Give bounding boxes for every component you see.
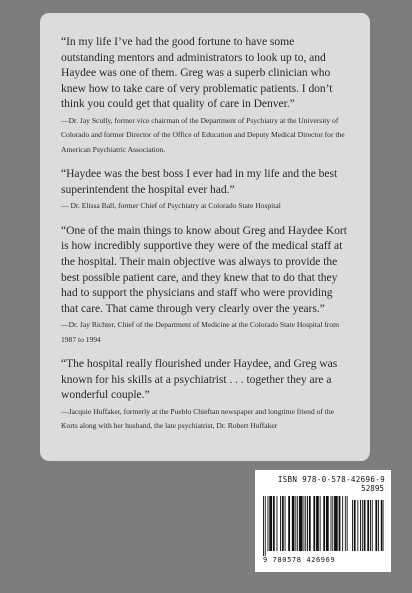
addon-barcode-graphic [352,500,384,556]
testimonial-4 [61,356,350,434]
testimonial-attribution: —Dr. Jay Richter, Chief of the Department of Medicine at the Colorado State Hospital from 1987 to 1994 [61,320,339,344]
barcode-bars [263,494,385,556]
testimonial-quote: “The hospital really flourished under Haydee, and Greg was known for his skills at a psychiatrist . . . together they are a wonderful couple.” [61,357,338,402]
testimonial-attribution: —Dr. Jay Scully, former vice chairman of the Department of Psychiatry at the University of Colorado and former Director of the Office of Education and Deputy Medical Director for the American Psychiatric Association. [61,115,345,154]
testimonial-2 [61,166,350,214]
barcode-digits: 9 780578 426969 [263,556,336,564]
testimonial-3 [61,223,350,347]
testimonial-1 [61,34,350,157]
testimonial-attribution: — Dr. Elissa Ball, former Chief of Psychiatry at Colorado State Hospital [61,201,281,211]
isbn-label: ISBN 978-0-578-42696-9 [277,475,385,484]
isbn-barcode [255,470,391,572]
testimonial-panel [40,13,370,461]
testimonial-quote: “One of the main things to know about Greg and Haydee Kort is how incredibly supportive they were of the medical staff at the hospital. Their main objective was always to provide the best possible patient care, and they knew that to do that they had to support the physicians and staff who were providing that care. That came through very clearly over the years.” [61,223,347,315]
price-code: 52895 [361,484,384,493]
testimonial-quote: “Haydee was the best boss I ever had in my life and the best superintendent the hospital ever had.” [61,167,338,196]
ean-barcode-graphic [263,496,349,556]
testimonial-attribution: —Jacquie Huffaker, formerly at the Pueblo Chieftan newspaper and longtime friend of the Korts along with her husband, the late psychiatrist, Dr. Robert Huffaker [61,406,335,431]
testimonial-quote: “In my life I’ve had the good fortune to have some outstanding mentors and administrators to look up to, and Haydee was one of them. Greg was a superb clinician who knew how to take care of very problematic patients. I don’t think you could get that quality of care in Denver.” [61,35,333,111]
